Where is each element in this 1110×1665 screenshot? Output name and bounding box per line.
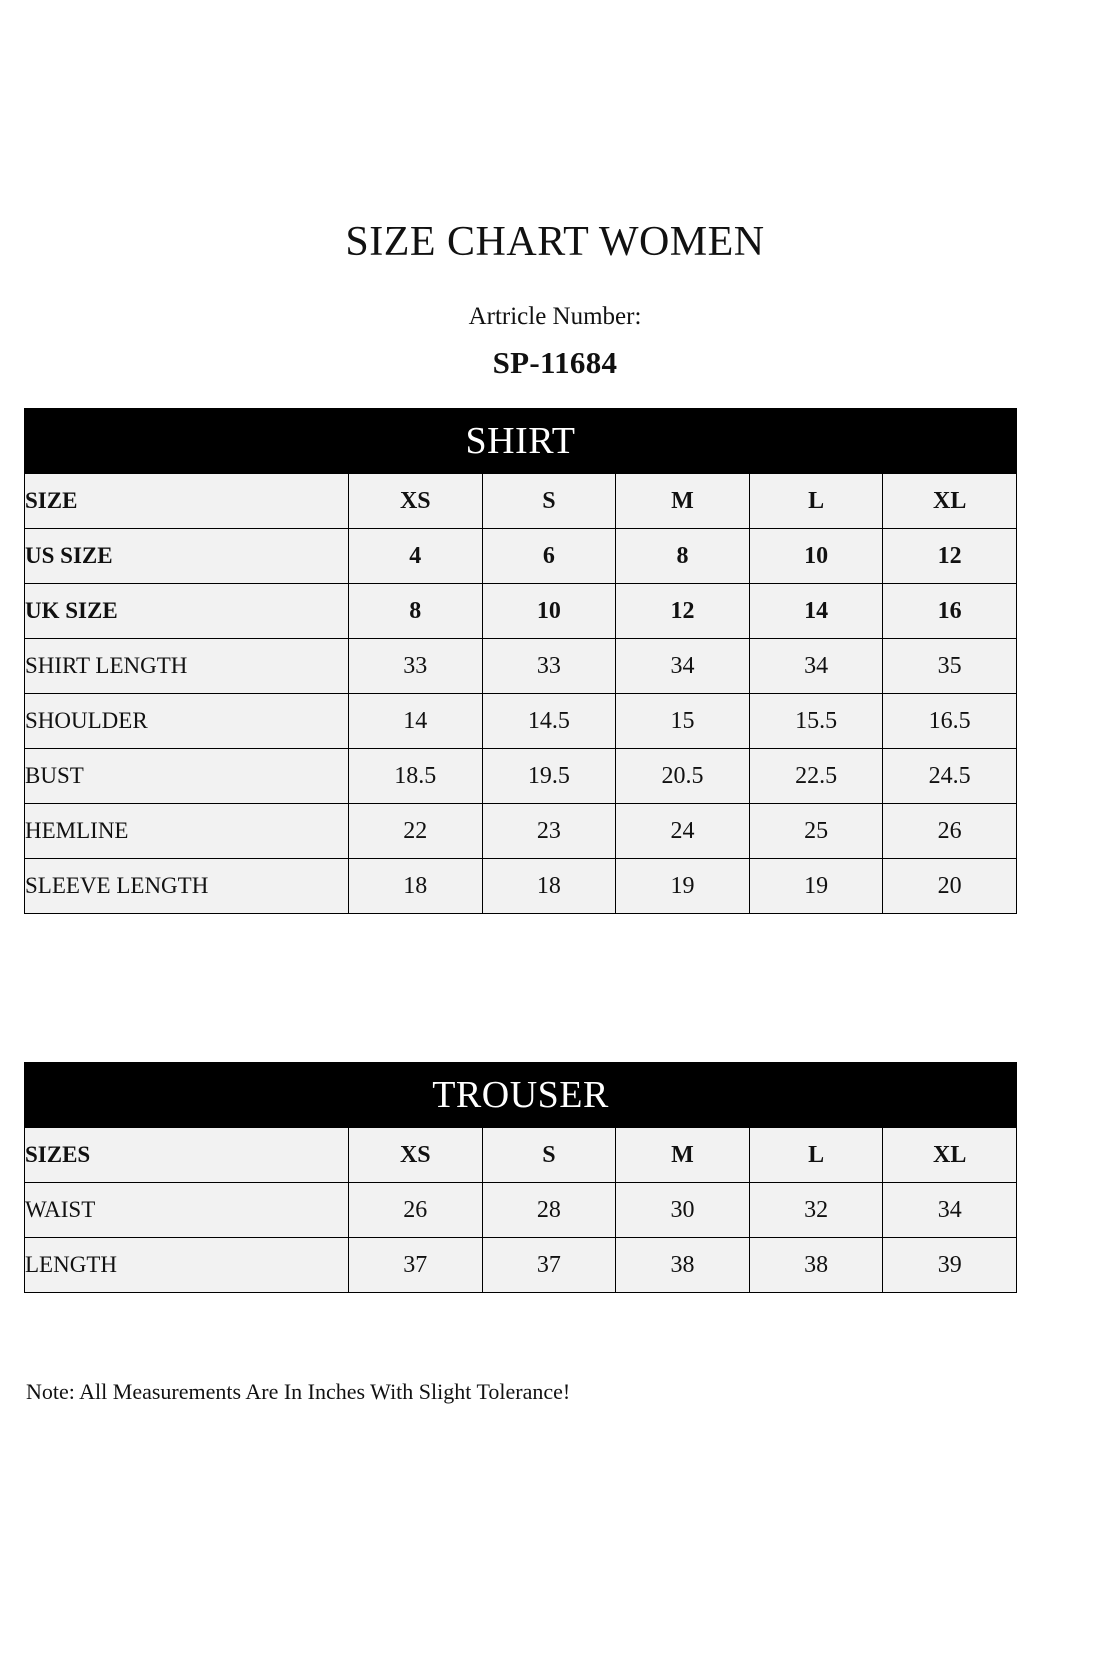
measurement-cell: 12 <box>616 584 750 639</box>
measurement-cell: 4 <box>349 529 483 584</box>
measurement-cell: 34 <box>616 639 750 694</box>
size-header-cell: XS <box>349 474 483 529</box>
table-band-row <box>25 409 1017 474</box>
size-header-cell: XL <box>883 474 1017 529</box>
table-row <box>25 639 1017 694</box>
measurement-cell: 16.5 <box>883 694 1017 749</box>
measurement-cell: 38 <box>749 1238 883 1293</box>
shirt-size-table <box>24 408 1017 914</box>
measurement-cell: 10 <box>482 584 616 639</box>
measurement-cell: 8 <box>349 584 483 639</box>
size-row-label: SIZES <box>25 1128 349 1183</box>
measurement-cell: 18.5 <box>349 749 483 804</box>
measurement-cell: 34 <box>883 1183 1017 1238</box>
measurement-cell: 33 <box>349 639 483 694</box>
table-header-row <box>25 474 1017 529</box>
measurement-cell: 28 <box>482 1183 616 1238</box>
table-row <box>25 1238 1017 1293</box>
table-band-row <box>25 1063 1017 1128</box>
measurement-cell: 19.5 <box>482 749 616 804</box>
trouser-table-container <box>24 1062 1016 1293</box>
measurement-cell: 22.5 <box>749 749 883 804</box>
row-label: HEMLINE <box>25 804 349 859</box>
table-row <box>25 529 1017 584</box>
measurement-cell: 14 <box>749 584 883 639</box>
measurement-cell: 37 <box>482 1238 616 1293</box>
size-header-cell: XS <box>349 1128 483 1183</box>
measurement-cell: 16 <box>883 584 1017 639</box>
row-label: LENGTH <box>25 1238 349 1293</box>
row-label: SHIRT LENGTH <box>25 639 349 694</box>
measurement-cell: 15.5 <box>749 694 883 749</box>
table-row <box>25 1183 1017 1238</box>
measurement-cell: 35 <box>883 639 1017 694</box>
measurement-cell: 37 <box>349 1238 483 1293</box>
measurement-cell: 12 <box>883 529 1017 584</box>
measurement-cell: 26 <box>349 1183 483 1238</box>
row-label: US SIZE <box>25 529 349 584</box>
table-row <box>25 749 1017 804</box>
measurement-cell: 19 <box>616 859 750 914</box>
size-header-cell: L <box>749 474 883 529</box>
measurement-cell: 20.5 <box>616 749 750 804</box>
size-header-cell: S <box>482 1128 616 1183</box>
row-label: BUST <box>25 749 349 804</box>
measurement-cell: 38 <box>616 1238 750 1293</box>
measurement-cell: 14.5 <box>482 694 616 749</box>
table-row <box>25 584 1017 639</box>
measurement-cell: 14 <box>349 694 483 749</box>
table-row <box>25 694 1017 749</box>
measurement-cell: 24 <box>616 804 750 859</box>
measurement-note: Note: All Measurements Are In Inches With Slight Tolerance! <box>26 1379 571 1404</box>
article-number-label: Artricle Number: <box>468 303 642 330</box>
table-row <box>25 804 1017 859</box>
row-label: SLEEVE LENGTH <box>25 859 349 914</box>
measurement-cell: 22 <box>349 804 483 859</box>
measurement-cell: 25 <box>749 804 883 859</box>
measurement-cell: 33 <box>482 639 616 694</box>
measurement-cell: 20 <box>883 859 1017 914</box>
size-header-cell: S <box>482 474 616 529</box>
measurement-cell: 18 <box>349 859 483 914</box>
article-number-value: SP-11684 <box>492 345 618 380</box>
row-label: SHOULDER <box>25 694 349 749</box>
page-title: SIZE CHART WOMEN <box>345 219 765 265</box>
size-header-cell: L <box>749 1128 883 1183</box>
measurement-cell: 34 <box>749 639 883 694</box>
measurement-cell: 23 <box>482 804 616 859</box>
table-band-title: SHIRT <box>25 409 1017 474</box>
table-band-title: TROUSER <box>25 1063 1017 1128</box>
measurement-cell: 32 <box>749 1183 883 1238</box>
table-header-row <box>25 1128 1017 1183</box>
measurement-cell: 39 <box>883 1238 1017 1293</box>
size-header-cell: M <box>616 1128 750 1183</box>
measurement-cell: 26 <box>883 804 1017 859</box>
measurement-cell: 19 <box>749 859 883 914</box>
size-header-cell: M <box>616 474 750 529</box>
size-header-cell: XL <box>883 1128 1017 1183</box>
measurement-cell: 6 <box>482 529 616 584</box>
shirt-table-container <box>24 408 1016 914</box>
measurement-cell: 15 <box>616 694 750 749</box>
table-row <box>25 859 1017 914</box>
measurement-cell: 8 <box>616 529 750 584</box>
size-row-label: SIZE <box>25 474 349 529</box>
measurement-cell: 10 <box>749 529 883 584</box>
measurement-cell: 30 <box>616 1183 750 1238</box>
measurement-cell: 18 <box>482 859 616 914</box>
row-label: UK SIZE <box>25 584 349 639</box>
trouser-size-table <box>24 1062 1017 1293</box>
row-label: WAIST <box>25 1183 349 1238</box>
measurement-cell: 24.5 <box>883 749 1017 804</box>
